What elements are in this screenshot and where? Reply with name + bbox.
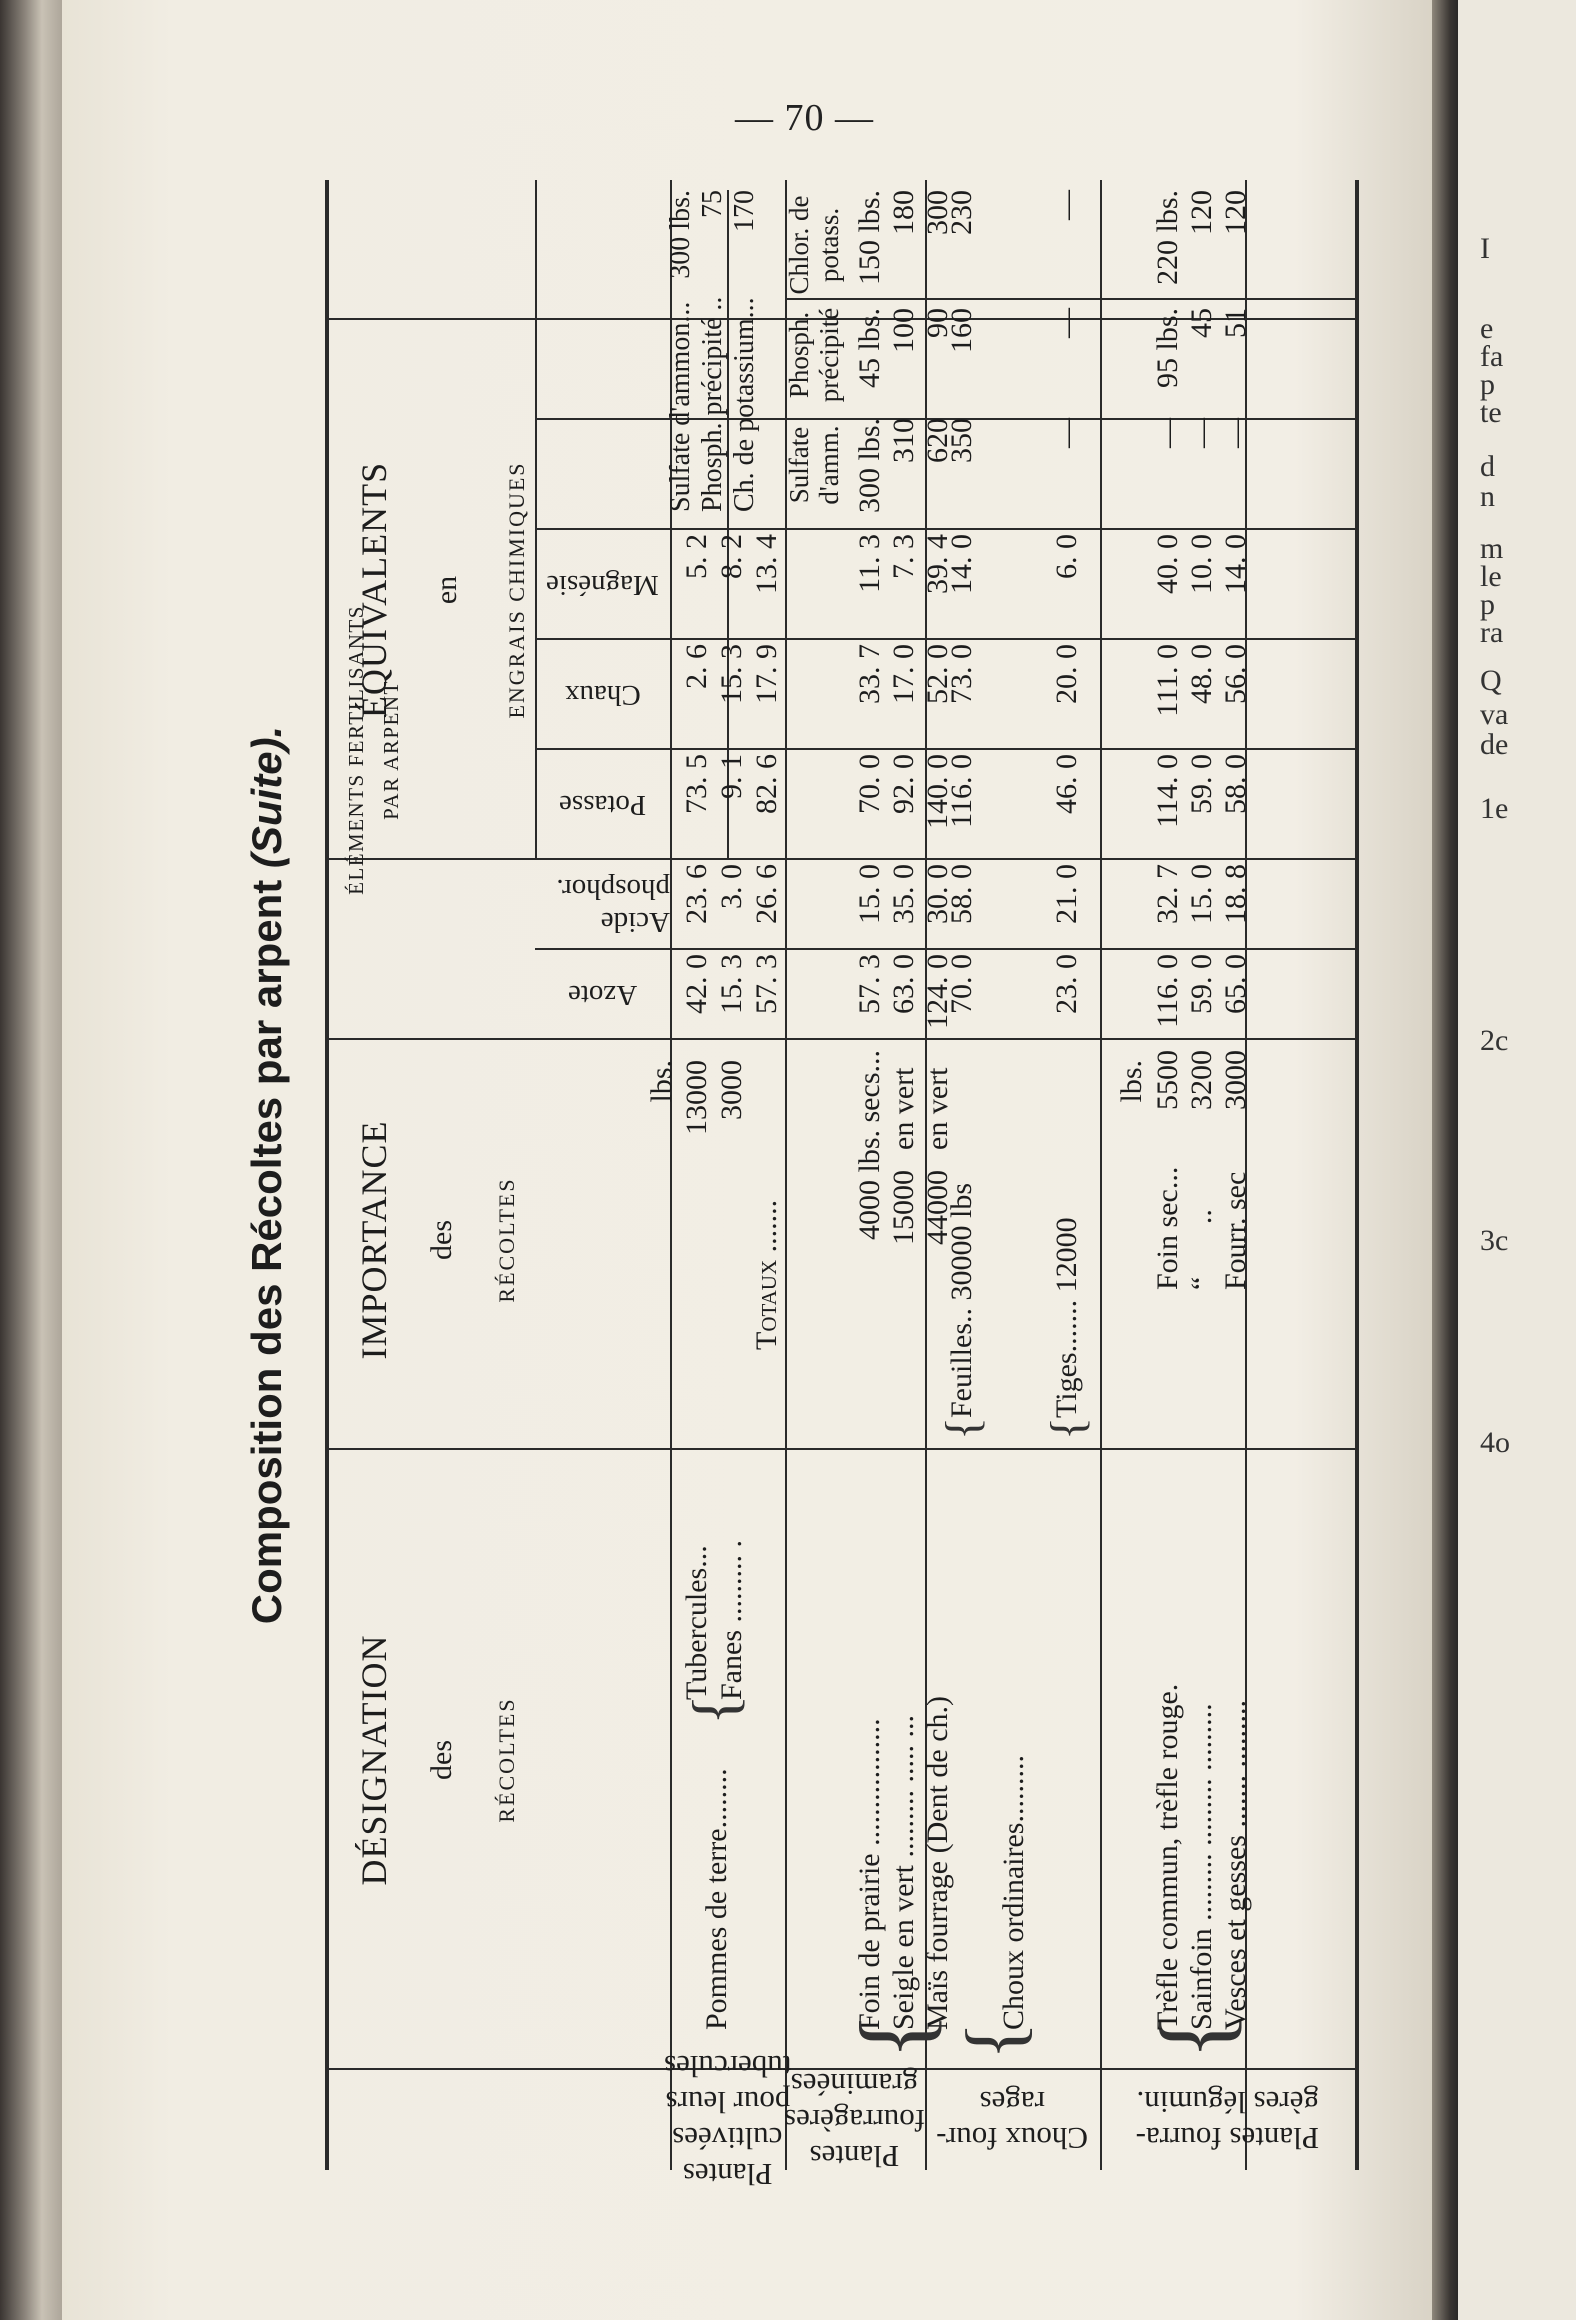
- potato-chaux-2: 15. 3: [715, 644, 748, 704]
- potato-equiv-name: Sulfate d'ammon...: [665, 301, 696, 512]
- potato-acide-total: 26. 6: [750, 864, 783, 924]
- header-importance-recoltes: RÉCOLTES: [494, 1177, 519, 1303]
- brace-icon: {: [936, 1416, 989, 1440]
- choux-phosph: 160: [945, 308, 978, 353]
- potato-totaux-label: Totaux .......: [750, 1199, 783, 1350]
- potato-azote-2: 15. 3: [715, 954, 748, 1014]
- graminee-azote: 124. 0: [921, 954, 954, 1029]
- right-fragment: fa: [1480, 340, 1504, 373]
- graminee-chlor: 180: [887, 190, 920, 235]
- legum-name: Trèfle commun, trèfle rouge.: [1151, 1683, 1184, 2030]
- legum-acide: 32. 7: [1151, 864, 1184, 924]
- potato-azote-1: 42. 0: [680, 954, 713, 1014]
- legum-phosph: 95 lbs.: [1151, 308, 1184, 389]
- header-magnesie-text: Magnésie: [546, 569, 659, 602]
- graminee-magnesie: 39. 4: [921, 534, 954, 594]
- group-choux: Choux four- rages: [936, 2085, 1089, 2156]
- legum-potasse: 58. 0: [1219, 754, 1252, 814]
- right-fragment: te: [1480, 396, 1502, 429]
- legum-potasse: 59. 0: [1185, 754, 1218, 814]
- right-fragment: p: [1480, 588, 1495, 621]
- choux-part: Feuilles.. 30000 lbs: [945, 1182, 978, 1418]
- graminee-sulfate: 310: [887, 418, 920, 463]
- choux-chaux: 20. 0: [1050, 644, 1083, 704]
- legum-azote: 116. 0: [1151, 954, 1184, 1028]
- header-importance-des: des: [425, 1220, 458, 1260]
- legum-unit: lbs.: [1115, 1060, 1148, 1103]
- legum-azote: 59. 0: [1185, 954, 1218, 1014]
- legum-qty: 5500: [1151, 1050, 1184, 1110]
- potato-part-1: Tubercules...: [680, 1545, 713, 1700]
- header-designation-recoltes: RÉCOLTES: [494, 1697, 519, 1823]
- right-fragment: I: [1480, 232, 1490, 265]
- choux-part: Tiges....... 12000: [1050, 1217, 1083, 1418]
- legum-name: Sainfoin ......... ......... .........: [1185, 1703, 1218, 2030]
- header-potasse: Potasse: [559, 789, 646, 822]
- choux-azote: 70. 0: [945, 954, 978, 1014]
- brace-icon: {: [951, 2021, 1039, 2060]
- equiv-header-phosph: Phosph. précipité: [784, 307, 844, 403]
- graminee-azote: 63. 0: [887, 954, 920, 1014]
- potato-chaux-1: 2. 6: [680, 644, 713, 689]
- potato-acide-1: 23. 6: [680, 864, 713, 924]
- legum-phosph: 45: [1185, 308, 1218, 338]
- potato-equiv-value: 75: [697, 190, 728, 218]
- potato-potasse-1: 73. 5: [680, 754, 713, 814]
- graminee-potasse: 140. 0: [921, 754, 954, 829]
- graminee-name: Maïs fourrage (Dent de ch.): [921, 1695, 954, 2030]
- graminee-phosph: 100: [887, 308, 920, 353]
- graminee-qty-note: en vert: [887, 1067, 920, 1150]
- graminee-chaux: 17. 0: [887, 644, 920, 704]
- potato-equiv-value: 170: [729, 190, 760, 232]
- right-fragment: 2c: [1480, 1024, 1509, 1057]
- graminee-chaux: 52. 0: [921, 644, 954, 704]
- graminee-potasse: 70. 0: [853, 754, 886, 814]
- right-fragment: p: [1480, 368, 1495, 401]
- header-engrais: ENGRAIS CHIMIQUES: [504, 461, 529, 719]
- equiv-header-sulfate: Sulfate d'amm.: [784, 425, 844, 505]
- header-magnesie: [535, 530, 670, 640]
- graminee-acide: 35. 0: [887, 864, 920, 924]
- graminee-magnesie: 11. 3: [853, 534, 886, 593]
- page-right: [1458, 0, 1576, 2320]
- group-legumineuses: Plantes fourra- gères légumin.: [1135, 2085, 1320, 2156]
- potato-equiv-value: 300 lbs.: [665, 190, 696, 279]
- brace-icon: {: [1139, 2012, 1250, 2060]
- legum-chaux: 111. 0: [1151, 644, 1184, 717]
- graminee-name: Foin de prairie .................: [853, 1718, 886, 2030]
- header-azote: Azote: [567, 979, 638, 1012]
- graminee-magnesie: 7. 3: [887, 534, 920, 579]
- group-tubercules: Plantes cultivées pour leurs tubercules: [663, 2049, 792, 2192]
- header-equivalents-en: en: [430, 575, 463, 605]
- legum-chaux: 56. 0: [1219, 644, 1252, 704]
- legum-qty-label: Fourr. sec: [1219, 1171, 1252, 1290]
- potato-magnesie-2: 8. 2: [715, 534, 748, 579]
- graminee-chlor: 150 lbs.: [853, 190, 886, 286]
- graminee-chaux: 33. 7: [853, 644, 886, 704]
- right-fragment: va: [1480, 698, 1509, 731]
- header-elements: ÉLÉMENTS FERTILISANTS: [344, 605, 368, 895]
- right-fragment: de: [1480, 728, 1509, 761]
- graminee-chlor: 300: [921, 190, 954, 235]
- graminee-qty: 4000 lbs. secs...: [853, 1050, 886, 1240]
- book-edge: [0, 0, 70, 2320]
- choux-chlor: 230: [945, 190, 978, 235]
- header-importance: IMPORTANCE: [354, 1120, 394, 1360]
- brace-icon: {: [839, 2012, 950, 2060]
- legum-sulfate: —: [1151, 418, 1184, 448]
- header-chaux-text: Chaux: [564, 679, 641, 712]
- graminee-sulfate: 300 lbs.: [853, 418, 886, 514]
- legum-acide: 18. 8: [1219, 864, 1252, 924]
- choux-azote: 23. 0: [1050, 954, 1083, 1014]
- choux-name: Choux ordinaires.........: [997, 1755, 1030, 2030]
- brace-icon: {: [679, 1694, 750, 1725]
- legum-qty-label: “ ..: [1185, 1209, 1218, 1290]
- potato-part-2: Fanes ......... .: [715, 1540, 748, 1700]
- group-graminees: Plantes fourragères graminées: [784, 2067, 926, 2174]
- header-chaux: [535, 640, 670, 750]
- graminee-name: Seigle en vert ......... ..... ...: [887, 1715, 920, 2030]
- page-number: — 70 —: [735, 97, 874, 139]
- legum-magnesie: 14. 0: [1219, 534, 1252, 594]
- right-fragment: le: [1480, 560, 1502, 593]
- header-designation: DÉSIGNATION: [354, 1634, 394, 1886]
- potato-magnesie-total: 13. 4: [750, 534, 783, 594]
- graminee-azote: 57. 3: [853, 954, 886, 1014]
- choux-potasse: 116. 0: [945, 754, 978, 828]
- legum-chlor: 220 lbs.: [1151, 190, 1184, 286]
- choux-sulfate: 350: [945, 418, 978, 463]
- potato-acide-2: 3. 0: [715, 864, 748, 909]
- header-elements-sub: PAR ARPENT: [379, 680, 403, 820]
- right-fragment: ra: [1480, 616, 1504, 649]
- potato-qty-1: 13000: [680, 1060, 713, 1135]
- choux-phosph: —: [1050, 308, 1083, 338]
- title-suffix: (Suite).: [243, 725, 290, 869]
- legum-potasse: 114. 0: [1151, 754, 1184, 828]
- choux-chlor: —: [1050, 190, 1083, 220]
- choux-chaux: 73. 0: [945, 644, 978, 704]
- legum-name: Vesces et gesses ....... .........: [1219, 1700, 1252, 2030]
- legum-acide: 15. 0: [1185, 864, 1218, 924]
- legum-chlor: 120: [1219, 190, 1252, 235]
- graminee-potasse: 92. 0: [887, 754, 920, 814]
- potato-unit: lbs.: [645, 1060, 678, 1103]
- potato-equiv-name: Phosph. précipité ..: [697, 296, 728, 512]
- graminee-phosph: 45 lbs.: [853, 308, 886, 389]
- right-fragment: 4o: [1480, 1426, 1510, 1459]
- choux-acide: 58. 0: [945, 864, 978, 924]
- legum-chaux: 48. 0: [1185, 644, 1218, 704]
- potato-magnesie-1: 5. 2: [680, 534, 713, 579]
- graminee-sulfate: 620: [921, 418, 954, 463]
- right-fragment: m: [1480, 532, 1504, 565]
- right-fragment: e: [1480, 312, 1494, 345]
- choux-magnesie: 14. 0: [945, 534, 978, 594]
- graminee-phosph: 90: [921, 308, 954, 338]
- legum-qty: 3200: [1185, 1050, 1218, 1110]
- brace-icon: {: [1041, 1416, 1094, 1440]
- choux-potasse: 46. 0: [1050, 754, 1083, 814]
- graminee-qty: 44000: [921, 1170, 954, 1245]
- header-acide: Acide phosphor.: [556, 873, 670, 938]
- legum-qty-label: Foin sec...: [1151, 1166, 1184, 1290]
- choux-sulfate: —: [1050, 418, 1083, 448]
- potato-azote-total: 57. 3: [750, 954, 783, 1014]
- table-remaining: [215, 180, 1375, 2192]
- graminee-acide: 15. 0: [853, 864, 886, 924]
- potato-name: Pommes de terre........: [700, 1768, 733, 2030]
- right-fragment: n: [1480, 480, 1495, 513]
- legum-sulfate: —: [1219, 418, 1252, 448]
- potato-potasse-2: 9. 1: [715, 754, 748, 799]
- legum-magnesie: 40. 0: [1151, 534, 1184, 594]
- potato-potasse-total: 82. 6: [750, 754, 783, 814]
- graminee-qty-note: en vert: [921, 1067, 954, 1150]
- legum-phosph: 51: [1219, 308, 1252, 338]
- right-fragment: Q: [1480, 664, 1502, 697]
- potato-equiv-name: Ch. de potassium...: [729, 297, 760, 512]
- legum-qty: 3000: [1219, 1050, 1252, 1110]
- title-text: Composition des Récoltes par arpent: [243, 879, 290, 1625]
- graminee-acide: 30. 0: [921, 864, 954, 924]
- header-designation-des: des: [425, 1740, 458, 1780]
- potato-qty-2: 3000: [715, 1060, 748, 1120]
- legum-chlor: 120: [1185, 190, 1218, 235]
- choux-magnesie: 6. 0: [1050, 534, 1083, 579]
- graminee-qty: 15000: [887, 1170, 920, 1245]
- legum-sulfate: —: [1185, 418, 1218, 448]
- header-equivalents: ÉQUIVALENTS: [354, 461, 394, 719]
- potato-chaux-total: 17. 9: [750, 644, 783, 704]
- right-fragment: 3c: [1480, 1224, 1509, 1257]
- choux-acide: 21. 0: [1050, 864, 1083, 924]
- right-fragment: d: [1480, 450, 1495, 483]
- equiv-header-chlor: Chlor. de potass.: [784, 195, 844, 295]
- right-fragment: 1e: [1480, 792, 1509, 825]
- legum-azote: 65. 0: [1219, 954, 1252, 1014]
- legum-magnesie: 10. 0: [1185, 534, 1218, 594]
